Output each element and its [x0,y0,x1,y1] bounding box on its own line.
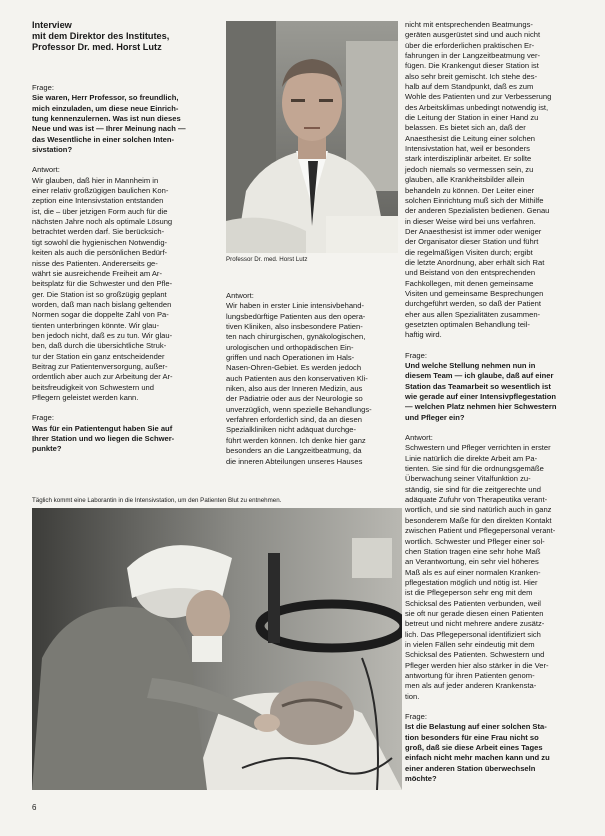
text-line: Und welche Stellung nehmen nun in [405,361,536,370]
text-line: halb auf dem Standpunkt, daß es zum [405,82,534,92]
text-line: Nasen-Ohren-Gebiet. Es werden jedoch [226,363,362,373]
answer-text [226,301,402,467]
text-line: Wohle des Patienten und zur Verbesserung [405,92,552,102]
text-line: die regelmäßigen Visiten durch; ergibt [405,247,533,257]
text-line: an Verantwortung, ein sehr viel höheres [405,557,539,567]
text-line: Pflegern geleistet werden kann. [32,392,139,402]
text-line: Schicksal des Patienten. Schwestern und [405,650,545,660]
text-line: Normen sogar die doppelte Zahl von Pa- [32,310,169,320]
text-line: Beitrag zur Patientenversorgung, außer- [32,361,168,371]
lab-photo [32,508,402,790]
text-line: in dieser Weise wird bei uns verfahren. [405,216,536,226]
text-line: lungsbedürftige Patienten aus den opera- [226,311,366,321]
text-line: Station das Teamarbeit so wesentlich ist [405,381,551,391]
text-line: pflegestation möglich und nötig ist. Hier [405,577,538,587]
question-label: Frage: [405,350,427,360]
question-text [32,424,220,455]
text-line: betrachtet werden darf. Sie berücksich- [32,227,165,237]
text-line: wie gerade auf einer Intensivpflegestation [405,392,557,402]
text-line: mich einzuladen, um diese neue Einrich- [32,103,179,113]
text-line: beitsplatz für die Schwester und den Pfle- [32,279,173,289]
text-line: Linie natürlich die direkte Arbeit am Pa- [405,453,538,463]
text-line: glauben, alle Krankheitsbilder allein [405,175,525,185]
text-line: betreut und nicht mehrere andere zusätz- [405,619,545,629]
text-line: des Arbeitsklimas unbedingt notwendig ist, [405,102,549,112]
text-line: tienten. Sie sind für die ordnungsgemäße [405,464,544,474]
column-middle [226,291,402,467]
interview-title: Interview mit dem Direktor des Institutes, Professor Dr. med. Horst Lutz [32,20,170,52]
portrait-photo [226,21,398,253]
text-line: Ist die Belastung auf einer solchen Sta- [405,722,547,732]
column-right-answer-1 [405,20,599,341]
text-line: Anaesthesist die Leitung einer solchen [405,133,536,143]
text-line: men als auf jeder anderen Krankensta- [405,681,537,691]
text-line: — welchen Platz nehmen hier Schwestern [405,402,557,412]
text-line: unverzüglich, wenn spezielle Behandlungs- [226,404,372,414]
text-line: die Leitung der Station in einer Hand zu [405,113,539,123]
text-line: antwortung für ihren Patienten genom- [405,670,535,680]
text-line: und Beistand von den entsprechenden [405,268,536,278]
text-line: geräten ausgerüstet sind und auch nicht [405,30,541,40]
text-line: gesetzten optimalen Behandlung teil- [405,319,530,329]
text-line: möchte? [405,774,437,784]
column-left-body [32,83,220,455]
question-text [32,93,220,155]
text-line: tiven Kliniken, also insbesondere Patien- [226,322,363,332]
page-number: 6 [32,803,37,812]
text-line: behandeln zu können. Der Leiter einer [405,185,535,195]
text-line: Was für ein Patientengut haben Sie auf [32,423,173,433]
text-line: Schicksal des Patienten verbunden, weil [405,598,541,608]
text-line: Intensivstation hat, weil er besonders [405,144,530,154]
text-line: nicht mit entsprechenden Beatmungs- [405,20,533,29]
text-line: haftig wird. [405,330,442,340]
text-line: beitsfreudigkeit von Schwestern und [32,382,154,392]
column-right [405,20,599,784]
text-line: währt sie ausreichende Freiheit am Ar- [32,268,162,278]
text-line: sie oft nur gerade diesen einen Patienten [405,608,544,618]
text-line: der Organisator dieser Station und führt [405,237,539,247]
text-line: Schwestern und Pfleger verrichten in erster [405,443,551,453]
text-line: tigt sowohl die hygienischen Notwendig- [32,237,168,247]
text-line: Wir haben in erster Linie intensivbehand- [226,301,365,311]
text-line: in vielen Fällen sehr eindeutig mit dem [405,639,535,649]
text-line: stark interdisziplinär arbeitet. Er sollte [405,154,532,164]
text-line: wortlich. Schwester und Pfleger einer sol- [405,536,545,546]
text-line: führt werden können. Ich denke hier ganz [226,435,366,445]
text-line: tur der Station ein ganz entscheidender [32,351,165,361]
text-line: tung kennenzulernen. Was ist nun dieses [32,114,181,124]
text-line: besonderem Maße für den direkten Kontakt [405,515,552,525]
column-left [32,20,220,455]
text-line: das Wesentliche in einer solchen Inten- [32,134,175,144]
text-line: tion besonders für eine Frau nicht so [405,732,539,742]
text-line: niken, also aus der Inneren Medizin, aus [226,384,363,394]
text-line: durchgeführt werden, so daß der Patient [405,299,541,309]
text-line: Überwachung seiner Vitalfunktion zu- [405,474,531,484]
answer-2 [405,443,599,702]
question-label: Frage: [32,413,54,423]
text-line: ist, die – über jetzigen Form auch für die [32,206,168,216]
text-line: Ihrer Station und wo liegen die Schwer- [32,434,175,443]
question-2 [405,361,599,423]
text-line: einfach nicht mehr machen kann und zu [405,753,550,763]
text-line: ordentlich aber auch zur Arbeitung der Ar- [32,372,173,382]
text-line: ben jedoch nicht, daß es zu tun. Wir glau- [32,330,173,340]
question-label: Frage: [32,83,54,92]
text-line: wortlich, und sie sind natürlich auch in ganz [405,505,552,515]
text-line: lich. Das Pflegepersonal identifiziert sich [405,629,541,639]
text-line: punkte? [32,444,62,454]
text-line: einer relativ großzügigen baulichen Kon- [32,186,169,196]
text-line: Der Anaesthesist ist immer oder weniger [405,226,542,236]
answer-label: Antwort: [226,291,254,300]
text-line: Neue und was ist — Ihrer Meinung nach — [32,124,186,134]
text-line: der Pädiatrie oder aus der Neurologie so [226,394,363,404]
text-line: der anderen Spezialisten bedienen. Genau [405,206,550,216]
text-line: und Pfleger ein? [405,412,465,422]
text-line: tienten unterbringen könnte. Wir glau- [32,320,160,330]
text-line: sivstation? [32,145,73,155]
text-line: Sie waren, Herr Professor, so freundlich, [32,93,179,103]
text-line: fahrungen in der Langzeitbeatmung ver- [405,51,541,61]
text-line: die inneren Abteilungen unseres Hauses [226,456,363,466]
answer-label: Antwort: [405,433,433,443]
text-line: Fachkollegen, mit denen gemeinsame [405,278,534,288]
text-line: Spezialkliniken nicht adäquat durchge- [226,425,357,435]
text-line: belassen. Es bietet sich an, daß der [405,123,526,133]
text-line: ten nach chirurgischen, gynäkologischen, [226,332,366,342]
column-middle-body [226,291,402,467]
answer-text [32,176,220,404]
text-line: Pfleger werden hier also stärker in die Ver- [405,660,549,670]
text-line: ger. Die Station ist so großzügig geplant [32,289,167,299]
text-line: verfahren erforderlich sind, da an diesen [226,415,362,425]
text-line: diesem Team — ich glaube, daß auf einer [405,371,554,381]
text-line: die letzte Anordnung, aber erhält sich Rat [405,257,545,267]
text-line: Maß als es auf einer normalen Kranken- [405,567,541,577]
text-line: ständig, sie sind für die zeitgerechte und [405,484,541,494]
text-line: auch Patienten aus den konservativen Kli- [226,373,368,383]
question-3 [405,722,599,784]
text-line: einer anderen Station überwechseln [405,763,536,773]
text-line: adäquate Zufuhr von Therapeutika verant- [405,495,548,505]
portrait-caption: Professor Dr. med. Horst Lutz [226,256,308,263]
text-line: ist die Pflegeperson sehr eng mit dem [405,588,533,598]
text-line: zwischen Patient und Pflegepersonal verant- [405,526,556,536]
lab-image [32,508,402,790]
text-line: nisse des Patienten. Andererseits ge- [32,258,158,268]
text-line: urologischen und orthopädischen Ein- [226,342,354,352]
text-line: groß, daß sie diese Arbeit eines Tages [405,743,543,753]
text-line: ben, daß durch die übersichtliche Struk- [32,341,167,351]
text-line: fügen. Die Krankengut dieser Station ist [405,61,539,71]
text-line: über die erforderlichen praktischen Er- [405,40,535,50]
text-line: chen Station tragen eine sehr hohe Maß [405,546,541,556]
portrait-image [226,21,398,253]
text-line: also sehr breit gemischt. Ich stehe des- [405,71,538,81]
text-line: keiten als auch die persönlichen Bedürf- [32,248,168,258]
text-line: eher aus allen Spezialitäten zusammen- [405,309,541,319]
text-line: zeption eine Intensivstation entstanden [32,196,164,206]
text-line: Wir glauben, daß hier in Mannheim in [32,175,159,185]
text-line: solchen Einrichtung muß sich der Mithilfe [405,195,544,205]
text-line: tion. [405,691,420,701]
text-line: jedoch niemals so vermessen sein, zu [405,164,534,174]
text-line: worden, daß man nach bislang geltenden [32,299,172,309]
question-label: Frage: [405,712,427,721]
text-line: nächsten Jahre noch als optimale Lösung [32,217,173,227]
text-line: griffen und nach Operationen im Hals- [226,353,355,363]
lab-photo-caption: Täglich kommt eine Laborantin in die Intensivstation, um den Patienten Blut zu entnehmen. [32,497,282,504]
answer-label: Antwort: [32,165,60,175]
text-line: besonders an die Langzeitbeatmung, da [226,446,362,456]
text-line: Visiten und gemeinsame Besprechungen [405,288,544,298]
